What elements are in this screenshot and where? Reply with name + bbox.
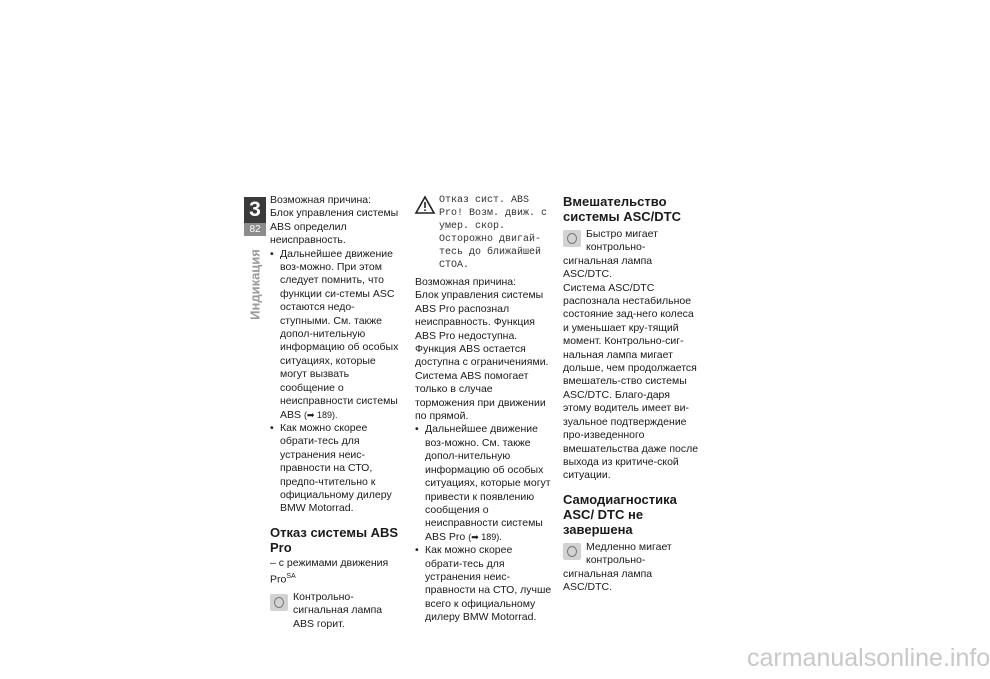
section-heading: Вмешательство системы ASC/DTC [563,194,681,224]
section-heading: Самодиагностика ASC/ DTC не завершена [563,491,677,537]
column-2 [415,194,552,625]
chapter-number: 3 [244,197,266,223]
asc-dtc-lamp-icon [563,543,581,560]
page-reference[interactable]: (➡ 189). [468,531,502,542]
cause-label: Возможная причина: [415,276,517,288]
watermark: carmanualsonline.info [747,644,990,672]
page-reference[interactable]: (➡ 189). [303,409,338,420]
lamp-paragraph: Контрольно-сигнальная лампа ABS горит. [270,591,405,631]
asc-dtc-lamp-icon [563,230,581,247]
body-text: Система ASC/DTC распознала нестабильное состояние зад-него колеса и уменьшает кру-тящий момент. Контрольно-сиг-нальная лампа мигает дольше, чем продолжается вмешатель-ство системы ASC/DTC. Благо-даря этому водитель имеет ви-зуальное подтверждение про-изведенного вмешательства даже после выхода из критиче-ской ситуации. [563,281,699,482]
chapter-label: Индикация [247,249,263,320]
mode-note: – с режимами движения Pro$^{SA}$ [270,556,389,586]
list-item: • Дальнейшее движение воз-можно. При этом следует помнить, что функции си-стемы ASC остаются недо-ступными. См. также допол-нительную информацию об особых ситуациях, которые могут вызвать сообщение о неисправности системы ABS (➡ 189). [270,248,405,422]
list-item: • Как можно скорее обрати-тесь для устранения неис-правности на СТО, предпо-чтительно к официальному дилеру BMW Motorrad. [270,422,405,516]
abs-warning-lamp-icon [270,594,288,611]
lamp-paragraph: Быстро мигает контрольно-сигнальная лампа ASC/DTC. [563,228,658,281]
bullet-list [270,248,405,516]
lamp-paragraph: Медленно мигает контрольно-сигнальная лампа ASC/DTC. [563,540,672,593]
warning-triangle-icon [415,196,435,214]
display-message: Отказ сист. ABS Pro! Возм. движ. с умер. скор. Осторожно двигай-тесь до ближайшей СТОА. [415,194,552,272]
page-number: 82 [244,223,266,236]
chapter-tab [244,197,266,236]
list-item: • Дальнейшее движение воз-можно. См. также допол-нительную информацию об особых ситуациях, которые могут привести к появлению сообщения о неисправности системы ABS Pro (➡ 189). [415,423,552,544]
section-heading: Отказ системы ABS Pro [270,524,399,555]
cause-text: Блок управления системы ABS определил неисправность. [270,207,399,247]
cause-label: Возможная причина: [270,194,372,206]
option-superscript: SA [286,573,296,581]
column-3 [563,194,699,594]
column-1 [270,194,405,631]
list-item: • Как можно скорее обрати-тесь для устранения неис-правности на СТО, лучше всего к официальному дилеру BMW Motorrad. [415,544,552,624]
cause-text: Блок управления системы ABS Pro распознал неисправность. Функция ABS Pro недоступна. Функция ABS остается доступна с ограничениями. Система ABS помогает только в случае торможения при движении по прямой. [415,289,549,423]
bullet-list [415,423,552,624]
